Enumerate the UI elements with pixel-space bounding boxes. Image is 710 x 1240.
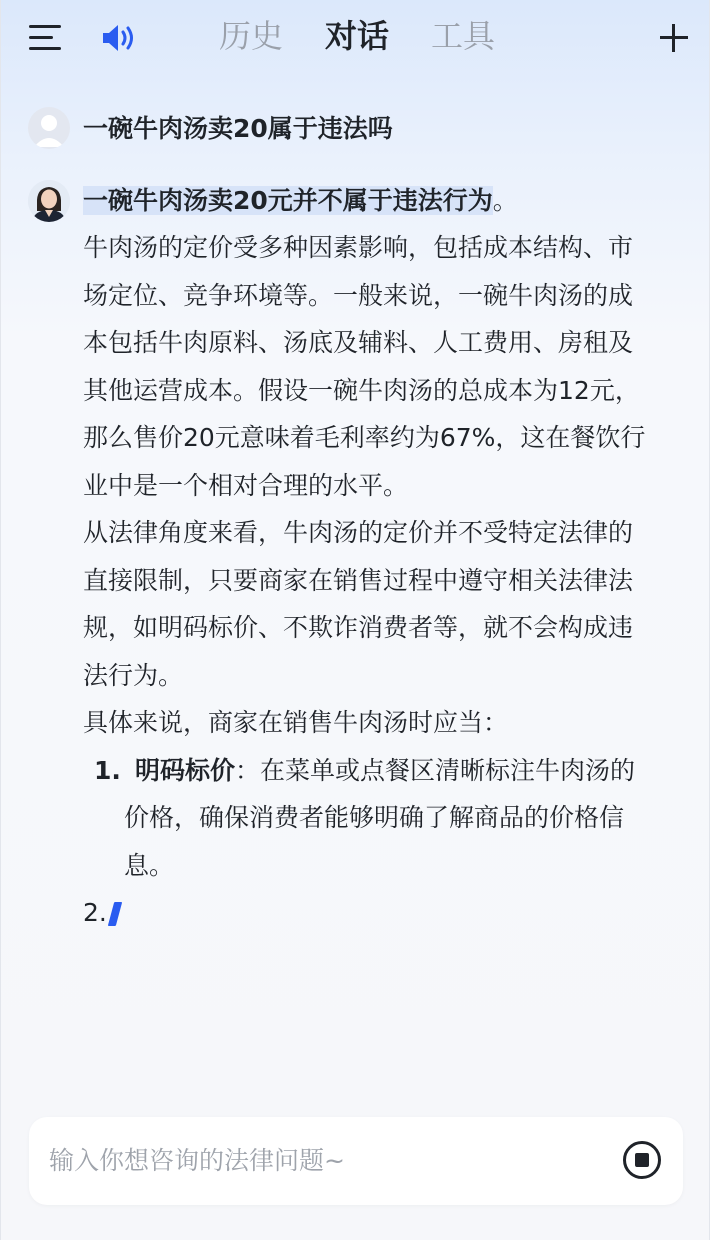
list-item	[83, 747, 687, 795]
menu-icon[interactable]	[29, 24, 63, 52]
user-avatar	[28, 107, 70, 149]
typing-cursor-icon	[108, 902, 122, 926]
stop-icon[interactable]	[623, 1141, 661, 1179]
answer-line: 法行为。	[83, 660, 184, 690]
list-item-continuation: 价格，确保消费者能够明确了解商品的价格信	[124, 803, 625, 832]
answer-line: 场定位、竞争环境等。一般来说，一碗牛肉汤的成	[83, 280, 634, 310]
tab-tools[interactable]: 工具	[431, 17, 496, 55]
plus-icon[interactable]	[659, 23, 689, 53]
answer-line: 其他运营成本。假设一碗牛肉汤的总成本为12元，	[83, 375, 640, 405]
assistant-portrait-icon	[28, 180, 70, 222]
answer-line: 牛肉汤的定价受多种因素影响，包括成本结构、市	[83, 233, 634, 262]
assistant-answer	[83, 178, 687, 937]
answer-line: 业中是一个相对合理的水平。	[83, 470, 409, 500]
question-input-box[interactable]	[29, 1117, 683, 1205]
speaker-icon[interactable]	[101, 22, 137, 54]
tab-chat[interactable]: 对话	[325, 17, 390, 55]
list-item-title: 明码标价	[135, 755, 236, 785]
answer-summary-line	[83, 178, 687, 224]
assistant-avatar	[28, 180, 70, 222]
answer-line: 直接限制，只要商家在销售过程中遵守相关法律法	[83, 565, 634, 595]
user-silhouette-icon	[28, 107, 70, 149]
answer-line: 那么售价20元意味着毛利率约为67%，这在餐饮行	[83, 423, 646, 452]
answer-highlight-tail: 。	[492, 186, 518, 215]
answer-line: 具体来说，商家在销售牛肉汤时应当：	[83, 708, 509, 737]
list-item-continuation: 息。	[124, 850, 175, 880]
list-item-text: ：在菜单或点餐区清晰标注牛肉汤的	[235, 755, 636, 785]
top-bar	[1, 0, 710, 76]
answer-line: 规，如明码标价、不欺诈消费者等，就不会构成违	[83, 613, 634, 642]
user-question: 一碗牛肉汤卖20属于违法吗	[83, 114, 393, 143]
list-number: 1.	[94, 755, 121, 785]
question-input[interactable]: 输入你想咨询的法律问题~	[49, 1146, 345, 1175]
answer-highlight: 一碗牛肉汤卖20元并不属于违法行为	[83, 186, 493, 215]
tab-history[interactable]: 历史	[219, 17, 284, 55]
answer-line: 本包括牛肉原料、汤底及辅料、人工费用、房租及	[83, 328, 634, 357]
pending-list-number: 2.	[83, 898, 107, 927]
answer-line: 从法律角度来看，牛肉汤的定价并不受特定法律的	[83, 518, 634, 547]
pending-list-item	[83, 889, 687, 937]
